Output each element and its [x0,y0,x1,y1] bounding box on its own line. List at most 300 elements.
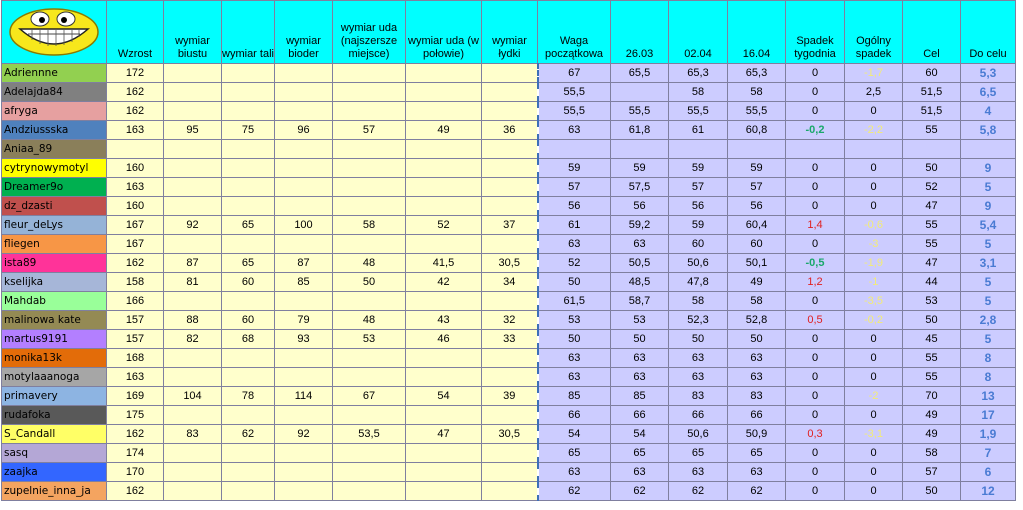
date-2-cell[interactable]: 50 [669,330,728,349]
date-3-cell[interactable]: 60 [728,235,786,254]
biodra-cell[interactable]: 93 [275,330,333,349]
username-cell[interactable]: primavery [2,387,107,406]
date-1-cell[interactable] [611,83,669,102]
lydki-cell[interactable]: 34 [482,273,538,292]
do-celu-cell[interactable]: 5,3 [961,64,1016,83]
username-cell[interactable]: sasq [2,444,107,463]
biust-cell[interactable]: 95 [164,121,222,140]
lydki-cell[interactable]: 30,5 [482,254,538,273]
biust-cell[interactable] [164,406,222,425]
date-3-cell[interactable]: 83 [728,387,786,406]
ogolny-spadek-cell[interactable]: 0 [845,159,903,178]
date-3-cell[interactable]: 65 [728,444,786,463]
ogolny-spadek-cell[interactable]: 0 [845,368,903,387]
talia-cell[interactable]: 78 [222,387,275,406]
date-2-cell[interactable]: 56 [669,197,728,216]
cel-cell[interactable]: 50 [903,311,961,330]
header-biodra[interactable]: wymiar bioder [275,1,333,64]
lydki-cell[interactable] [482,444,538,463]
ogolny-spadek-cell[interactable] [845,140,903,159]
lydki-cell[interactable] [482,83,538,102]
date-3-cell[interactable]: 58 [728,83,786,102]
username-cell[interactable]: zaajka [2,463,107,482]
uda-najszersze-cell[interactable]: 58 [333,216,406,235]
do-celu-cell[interactable]: 9 [961,159,1016,178]
biust-cell[interactable] [164,235,222,254]
date-2-cell[interactable]: 58 [669,83,728,102]
lydki-cell[interactable]: 39 [482,387,538,406]
ogolny-spadek-cell[interactable]: -3,1 [845,425,903,444]
biodra-cell[interactable]: 85 [275,273,333,292]
uda-najszersze-cell[interactable] [333,140,406,159]
date-3-cell[interactable]: 49 [728,273,786,292]
talia-cell[interactable] [222,463,275,482]
lydki-cell[interactable] [482,235,538,254]
lydki-cell[interactable]: 30,5 [482,425,538,444]
uda-polowa-cell[interactable]: 46 [406,330,482,349]
ogolny-spadek-cell[interactable]: -1 [845,273,903,292]
talia-cell[interactable] [222,197,275,216]
cel-cell[interactable]: 55 [903,235,961,254]
do-celu-cell[interactable]: 3,1 [961,254,1016,273]
cel-cell[interactable] [903,140,961,159]
date-2-cell[interactable]: 59 [669,159,728,178]
talia-cell[interactable]: 75 [222,121,275,140]
date-1-cell[interactable]: 62 [611,482,669,501]
waga-poczatkowa-cell[interactable] [538,140,611,159]
date-3-cell[interactable]: 59 [728,159,786,178]
header-spadek-tygodnia[interactable]: Spadek tygodnia [786,1,845,64]
waga-poczatkowa-cell[interactable]: 63 [538,121,611,140]
spadek-tygodnia-cell[interactable]: 0 [786,197,845,216]
biust-cell[interactable]: 81 [164,273,222,292]
ogolny-spadek-cell[interactable]: -1,7 [845,64,903,83]
uda-najszersze-cell[interactable] [333,102,406,121]
header-uda-polowa[interactable]: wymiar uda (w połowie) [406,1,482,64]
wzrost-cell[interactable]: 163 [107,178,164,197]
date-3-cell[interactable]: 50,9 [728,425,786,444]
biust-cell[interactable]: 88 [164,311,222,330]
uda-najszersze-cell[interactable] [333,83,406,102]
username-cell[interactable]: martus9191 [2,330,107,349]
biust-cell[interactable] [164,159,222,178]
uda-najszersze-cell[interactable] [333,368,406,387]
cel-cell[interactable]: 60 [903,64,961,83]
lydki-cell[interactable] [482,197,538,216]
wzrost-cell[interactable]: 162 [107,254,164,273]
biodra-cell[interactable] [275,102,333,121]
waga-poczatkowa-cell[interactable]: 63 [538,368,611,387]
username-cell[interactable]: Aniaa_89 [2,140,107,159]
biust-cell[interactable]: 104 [164,387,222,406]
do-celu-cell[interactable]: 17 [961,406,1016,425]
cel-cell[interactable]: 53 [903,292,961,311]
do-celu-cell[interactable]: 1,9 [961,425,1016,444]
cel-cell[interactable]: 55 [903,121,961,140]
biodra-cell[interactable]: 100 [275,216,333,235]
do-celu-cell[interactable]: 13 [961,387,1016,406]
do-celu-cell[interactable]: 6 [961,463,1016,482]
biodra-cell[interactable] [275,197,333,216]
lydki-cell[interactable]: 32 [482,311,538,330]
date-3-cell[interactable]: 52,8 [728,311,786,330]
uda-polowa-cell[interactable] [406,178,482,197]
talia-cell[interactable]: 65 [222,216,275,235]
biodra-cell[interactable]: 96 [275,121,333,140]
uda-najszersze-cell[interactable] [333,159,406,178]
date-3-cell[interactable]: 57 [728,178,786,197]
date-2-cell[interactable]: 60 [669,235,728,254]
uda-polowa-cell[interactable] [406,482,482,501]
uda-polowa-cell[interactable] [406,83,482,102]
cel-cell[interactable]: 51,5 [903,102,961,121]
date-1-cell[interactable]: 85 [611,387,669,406]
date-3-cell[interactable]: 62 [728,482,786,501]
waga-poczatkowa-cell[interactable]: 61,5 [538,292,611,311]
talia-cell[interactable]: 60 [222,273,275,292]
biust-cell[interactable] [164,178,222,197]
spadek-tygodnia-cell[interactable]: 0 [786,368,845,387]
date-3-cell[interactable]: 55,5 [728,102,786,121]
biust-cell[interactable] [164,140,222,159]
cel-cell[interactable]: 49 [903,406,961,425]
uda-polowa-cell[interactable] [406,64,482,83]
talia-cell[interactable]: 60 [222,311,275,330]
waga-poczatkowa-cell[interactable]: 50 [538,330,611,349]
waga-poczatkowa-cell[interactable]: 63 [538,349,611,368]
ogolny-spadek-cell[interactable]: -3,5 [845,292,903,311]
biust-cell[interactable]: 82 [164,330,222,349]
date-1-cell[interactable]: 65 [611,444,669,463]
do-celu-cell[interactable]: 9 [961,197,1016,216]
date-2-cell[interactable]: 50,6 [669,425,728,444]
wzrost-cell[interactable]: 158 [107,273,164,292]
uda-najszersze-cell[interactable]: 48 [333,311,406,330]
cel-cell[interactable]: 50 [903,159,961,178]
date-1-cell[interactable]: 50,5 [611,254,669,273]
talia-cell[interactable] [222,83,275,102]
date-3-cell[interactable]: 60,4 [728,216,786,235]
lydki-cell[interactable]: 36 [482,121,538,140]
ogolny-spadek-cell[interactable]: -1,9 [845,254,903,273]
spadek-tygodnia-cell[interactable]: 0 [786,330,845,349]
uda-najszersze-cell[interactable] [333,64,406,83]
talia-cell[interactable] [222,235,275,254]
date-1-cell[interactable]: 57,5 [611,178,669,197]
header-uda-najszersze[interactable]: wymiar uda (najszersze miejsce) [333,1,406,64]
date-3-cell[interactable]: 66 [728,406,786,425]
talia-cell[interactable] [222,159,275,178]
wzrost-cell[interactable]: 162 [107,482,164,501]
biodra-cell[interactable] [275,235,333,254]
uda-najszersze-cell[interactable]: 57 [333,121,406,140]
date-2-cell[interactable]: 50,6 [669,254,728,273]
biodra-cell[interactable]: 92 [275,425,333,444]
spadek-tygodnia-cell[interactable]: 1,2 [786,273,845,292]
date-2-cell[interactable]: 58 [669,292,728,311]
waga-poczatkowa-cell[interactable]: 66 [538,406,611,425]
wzrost-cell[interactable]: 167 [107,235,164,254]
talia-cell[interactable] [222,292,275,311]
header-cel[interactable]: Cel [903,1,961,64]
header-do-celu[interactable]: Do celu [961,1,1016,64]
cel-cell[interactable]: 51,5 [903,83,961,102]
date-1-cell[interactable]: 48,5 [611,273,669,292]
date-3-cell[interactable]: 50 [728,330,786,349]
spadek-tygodnia-cell[interactable]: 0 [786,292,845,311]
lydki-cell[interactable] [482,64,538,83]
spadek-tygodnia-cell[interactable]: -0,2 [786,121,845,140]
waga-poczatkowa-cell[interactable]: 53 [538,311,611,330]
uda-najszersze-cell[interactable]: 53 [333,330,406,349]
talia-cell[interactable]: 62 [222,425,275,444]
uda-najszersze-cell[interactable]: 67 [333,387,406,406]
username-cell[interactable]: Mahdab [2,292,107,311]
uda-najszersze-cell[interactable] [333,349,406,368]
username-cell[interactable]: malinowa kate [2,311,107,330]
spadek-tygodnia-cell[interactable]: 0 [786,444,845,463]
biust-cell[interactable] [164,349,222,368]
lydki-cell[interactable] [482,368,538,387]
date-2-cell[interactable] [669,140,728,159]
biust-cell[interactable] [164,197,222,216]
biodra-cell[interactable] [275,482,333,501]
date-1-cell[interactable]: 65,5 [611,64,669,83]
waga-poczatkowa-cell[interactable]: 63 [538,235,611,254]
ogolny-spadek-cell[interactable]: 0 [845,178,903,197]
cel-cell[interactable]: 49 [903,425,961,444]
uda-najszersze-cell[interactable] [333,292,406,311]
date-3-cell[interactable]: 63 [728,463,786,482]
spadek-tygodnia-cell[interactable]: 0 [786,178,845,197]
uda-polowa-cell[interactable] [406,197,482,216]
date-1-cell[interactable]: 56 [611,197,669,216]
date-2-cell[interactable]: 59 [669,216,728,235]
talia-cell[interactable] [222,368,275,387]
date-1-cell[interactable]: 55,5 [611,102,669,121]
cel-cell[interactable]: 58 [903,444,961,463]
wzrost-cell[interactable]: 168 [107,349,164,368]
ogolny-spadek-cell[interactable]: 2,5 [845,83,903,102]
waga-poczatkowa-cell[interactable]: 52 [538,254,611,273]
do-celu-cell[interactable]: 5,8 [961,121,1016,140]
do-celu-cell[interactable]: 5 [961,235,1016,254]
uda-polowa-cell[interactable] [406,235,482,254]
uda-polowa-cell[interactable] [406,159,482,178]
biust-cell[interactable]: 83 [164,425,222,444]
spadek-tygodnia-cell[interactable]: 0 [786,349,845,368]
talia-cell[interactable] [222,349,275,368]
header-biust[interactable]: wymiar biustu [164,1,222,64]
biodra-cell[interactable] [275,463,333,482]
date-2-cell[interactable]: 61 [669,121,728,140]
wzrost-cell[interactable]: 160 [107,197,164,216]
date-1-cell[interactable]: 63 [611,463,669,482]
uda-najszersze-cell[interactable]: 53,5 [333,425,406,444]
lydki-cell[interactable] [482,406,538,425]
uda-polowa-cell[interactable]: 49 [406,121,482,140]
uda-najszersze-cell[interactable] [333,178,406,197]
do-celu-cell[interactable]: 6,5 [961,83,1016,102]
uda-najszersze-cell[interactable]: 48 [333,254,406,273]
date-1-cell[interactable]: 50 [611,330,669,349]
biodra-cell[interactable] [275,292,333,311]
waga-poczatkowa-cell[interactable]: 57 [538,178,611,197]
wzrost-cell[interactable]: 160 [107,159,164,178]
header-wzrost[interactable]: Wzrost [107,1,164,64]
wzrost-cell[interactable]: 172 [107,64,164,83]
uda-polowa-cell[interactable] [406,463,482,482]
talia-cell[interactable] [222,444,275,463]
lydki-cell[interactable]: 37 [482,216,538,235]
username-cell[interactable]: motylaaanoga [2,368,107,387]
do-celu-cell[interactable]: 2,8 [961,311,1016,330]
talia-cell[interactable] [222,64,275,83]
wzrost-cell[interactable]: 157 [107,311,164,330]
spadek-tygodnia-cell[interactable]: 0 [786,235,845,254]
waga-poczatkowa-cell[interactable]: 61 [538,216,611,235]
biodra-cell[interactable]: 87 [275,254,333,273]
date-2-cell[interactable]: 65,3 [669,64,728,83]
ogolny-spadek-cell[interactable]: 0 [845,330,903,349]
wzrost-cell[interactable]: 167 [107,216,164,235]
username-cell[interactable]: Andziussska [2,121,107,140]
uda-polowa-cell[interactable]: 52 [406,216,482,235]
biust-cell[interactable] [164,83,222,102]
cel-cell[interactable]: 50 [903,482,961,501]
wzrost-cell[interactable]: 170 [107,463,164,482]
waga-poczatkowa-cell[interactable]: 55,5 [538,102,611,121]
talia-cell[interactable] [222,482,275,501]
waga-poczatkowa-cell[interactable]: 65 [538,444,611,463]
uda-polowa-cell[interactable]: 41,5 [406,254,482,273]
ogolny-spadek-cell[interactable]: 0 [845,349,903,368]
uda-polowa-cell[interactable]: 42 [406,273,482,292]
biodra-cell[interactable]: 79 [275,311,333,330]
date-2-cell[interactable]: 57 [669,178,728,197]
username-cell[interactable]: Adelajda84 [2,83,107,102]
ogolny-spadek-cell[interactable]: 0 [845,444,903,463]
date-3-cell[interactable]: 58 [728,292,786,311]
uda-polowa-cell[interactable]: 47 [406,425,482,444]
wzrost-cell[interactable]: 163 [107,121,164,140]
date-1-cell[interactable]: 63 [611,349,669,368]
lydki-cell[interactable] [482,159,538,178]
wzrost-cell[interactable]: 174 [107,444,164,463]
uda-polowa-cell[interactable] [406,406,482,425]
spadek-tygodnia-cell[interactable]: 0 [786,406,845,425]
lydki-cell[interactable] [482,102,538,121]
spadek-tygodnia-cell[interactable] [786,140,845,159]
date-1-cell[interactable]: 61,8 [611,121,669,140]
cel-cell[interactable]: 44 [903,273,961,292]
header-waga-poczatkowa[interactable]: Waga początkowa [538,1,611,64]
date-1-cell[interactable]: 63 [611,368,669,387]
date-3-cell[interactable] [728,140,786,159]
uda-polowa-cell[interactable] [406,102,482,121]
username-cell[interactable]: kselijka [2,273,107,292]
date-2-cell[interactable]: 63 [669,368,728,387]
header-date-2[interactable]: 02.04 [669,1,728,64]
date-2-cell[interactable]: 47,8 [669,273,728,292]
talia-cell[interactable]: 65 [222,254,275,273]
do-celu-cell[interactable] [961,140,1016,159]
biust-cell[interactable] [164,482,222,501]
wzrost-cell[interactable]: 162 [107,102,164,121]
biodra-cell[interactable] [275,140,333,159]
do-celu-cell[interactable]: 5 [961,178,1016,197]
cel-cell[interactable]: 55 [903,216,961,235]
waga-poczatkowa-cell[interactable]: 85 [538,387,611,406]
talia-cell[interactable] [222,102,275,121]
username-cell[interactable]: Adriennne [2,64,107,83]
date-3-cell[interactable]: 56 [728,197,786,216]
ogolny-spadek-cell[interactable]: -0,2 [845,311,903,330]
waga-poczatkowa-cell[interactable]: 59 [538,159,611,178]
username-cell[interactable]: rudafoka [2,406,107,425]
lydki-cell[interactable]: 33 [482,330,538,349]
cel-cell[interactable]: 70 [903,387,961,406]
talia-cell[interactable] [222,140,275,159]
username-cell[interactable]: zupelnie_inna_ja [2,482,107,501]
header-date-3[interactable]: 16.04 [728,1,786,64]
spadek-tygodnia-cell[interactable]: 0 [786,64,845,83]
username-cell[interactable]: dz_dzasti [2,197,107,216]
wzrost-cell[interactable]: 163 [107,368,164,387]
date-3-cell[interactable]: 60,8 [728,121,786,140]
spadek-tygodnia-cell[interactable]: 0,5 [786,311,845,330]
lydki-cell[interactable] [482,482,538,501]
cel-cell[interactable]: 57 [903,463,961,482]
waga-poczatkowa-cell[interactable]: 55,5 [538,83,611,102]
ogolny-spadek-cell[interactable]: 0 [845,463,903,482]
date-1-cell[interactable]: 58,7 [611,292,669,311]
lydki-cell[interactable] [482,349,538,368]
username-cell[interactable]: Dreamer9o [2,178,107,197]
date-3-cell[interactable]: 63 [728,349,786,368]
date-2-cell[interactable]: 55,5 [669,102,728,121]
uda-najszersze-cell[interactable] [333,406,406,425]
do-celu-cell[interactable]: 5 [961,273,1016,292]
date-1-cell[interactable]: 59,2 [611,216,669,235]
uda-polowa-cell[interactable] [406,444,482,463]
username-cell[interactable]: ista89 [2,254,107,273]
header-talia[interactable]: wymiar tali [222,1,275,64]
spadek-tygodnia-cell[interactable]: 0,3 [786,425,845,444]
cel-cell[interactable]: 52 [903,178,961,197]
date-3-cell[interactable]: 65,3 [728,64,786,83]
do-celu-cell[interactable]: 8 [961,368,1016,387]
do-celu-cell[interactable]: 8 [961,349,1016,368]
spadek-tygodnia-cell[interactable]: 0 [786,159,845,178]
waga-poczatkowa-cell[interactable]: 56 [538,197,611,216]
wzrost-cell[interactable]: 157 [107,330,164,349]
username-cell[interactable]: fleur_deLys [2,216,107,235]
cel-cell[interactable]: 55 [903,349,961,368]
spadek-tygodnia-cell[interactable]: 1,4 [786,216,845,235]
ogolny-spadek-cell[interactable]: 0 [845,406,903,425]
uda-najszersze-cell[interactable] [333,444,406,463]
lydki-cell[interactable] [482,463,538,482]
do-celu-cell[interactable]: 5 [961,292,1016,311]
date-2-cell[interactable]: 62 [669,482,728,501]
uda-najszersze-cell[interactable] [333,197,406,216]
waga-poczatkowa-cell[interactable]: 54 [538,425,611,444]
biust-cell[interactable] [164,64,222,83]
uda-najszersze-cell[interactable] [333,235,406,254]
username-cell[interactable]: fliegen [2,235,107,254]
uda-polowa-cell[interactable] [406,140,482,159]
